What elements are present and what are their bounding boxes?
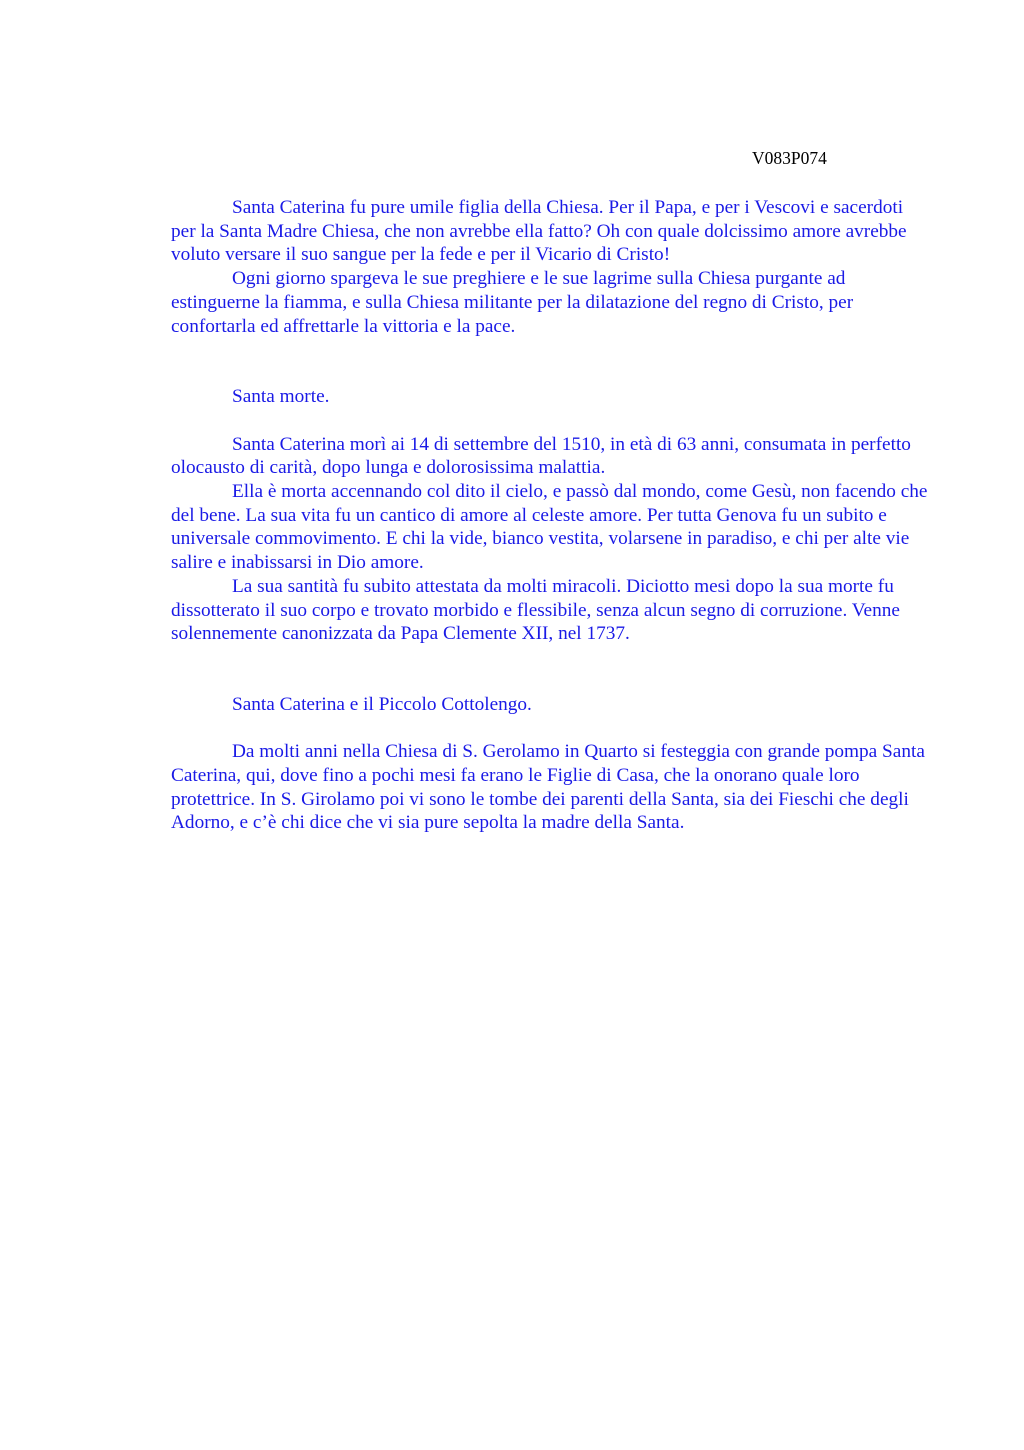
paragraph: Santa Caterina morì ai 14 di settembre del 1510, in età di 63 anni, consumata in perfetto olocausto di carità, dopo lunga e dolorosissima malattia. xyxy=(171,433,911,479)
paragraph: Da molti anni nella Chiesa di S. Gerolamo in Quarto si festeggia con grande pompa Santa Caterina, qui, dove fino a pochi mesi fa erano le Figlie di Casa, che la onorano quale loro protettrice. In S. Girolamo poi vi sono le tombe dei parenti della Santa, sia dei Fieschi che degli Adorno, e c’è chi dice che vi sia pure sepolta la madre della Santa. xyxy=(171,741,925,834)
paragraph: Ogni giorno spargeva le sue preghiere e le sue lagrime sulla Chiesa purgante ad estinguerne la fiamma, e sulla Chiesa militante per la dilatazione del regno di Cristo, per confortarla ed affrettarle la vittoria e la pace. xyxy=(171,268,854,337)
paragraph: Santa Caterina fu pure umile figlia della Chiesa. Per il Papa, e per i Vescovi e sacerdoti per la Santa Madre Chiesa, che non avrebbe ella fatto? Oh con quale dolcissimo amore avrebbe voluto versare il suo sangue per la fede e per il Vicario di Cristo! xyxy=(171,197,907,266)
page-code: V083P074 xyxy=(752,148,827,168)
section-heading: Santa morte. xyxy=(232,386,330,408)
document-body xyxy=(171,196,931,835)
paragraph: La sua santità fu subito attestata da molti miracoli. Diciotto mesi dopo la sua morte fu dissotterato il suo corpo e trovato morbido e flessibile, senza alcun segno di corruzione. Venne solennemente canonizzata da Papa Clemente XII, nel 1737. xyxy=(171,575,900,645)
section-heading: Santa Caterina e il Piccolo Cottolengo. xyxy=(232,693,532,715)
paragraph: Ella è morta accennando col dito il cielo, e passò dal mondo, come Gesù, non facendo che del bene. La sua vita fu un cantico di amore al celeste amore. Per tutta Genova fu un subito e universale commovimento. E chi la vide, bianco vestita, volarsene in paradiso, e chi per alte vie salire e inabissarsi in Dio amore. xyxy=(171,481,928,574)
